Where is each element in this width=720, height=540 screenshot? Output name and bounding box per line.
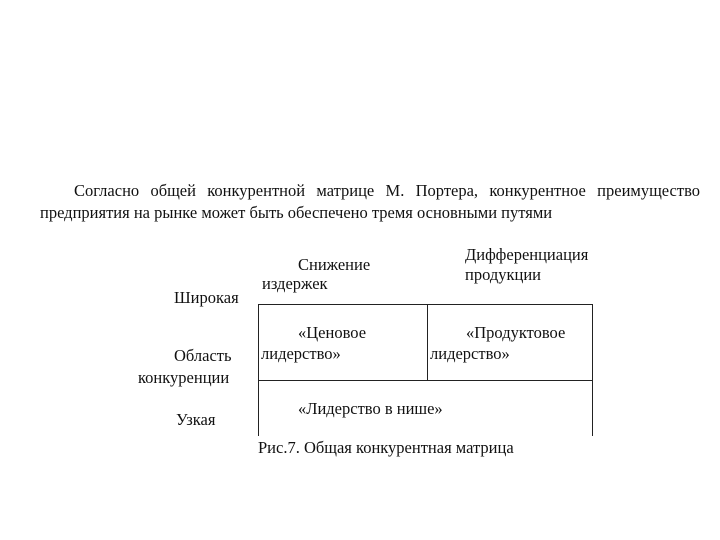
column-header-differentiation-line-2: продукции xyxy=(465,265,542,284)
cell-cost-leadership-line-1: «Ценовое xyxy=(298,323,367,342)
column-header-differentiation-line-1: Дифференциация xyxy=(465,245,589,264)
cell-product-leadership-line-1: «Продуктовое xyxy=(466,323,566,342)
row-header-narrow: Узкая xyxy=(176,410,216,429)
matrix-left-border xyxy=(258,304,259,436)
intro-paragraph-line-2: предприятия на рынке может быть обеспечено тремя основными путями xyxy=(40,203,553,222)
column-header-cost-line-2: издержек xyxy=(262,274,328,293)
cell-product-leadership-line-2: лидерство» xyxy=(430,344,510,363)
cell-cost-leadership-line-2: лидерство» xyxy=(261,344,341,363)
column-header-cost-line-1: Снижение xyxy=(298,255,371,274)
matrix-center-divider xyxy=(427,304,428,380)
matrix-top-border xyxy=(258,304,593,305)
row-header-scope-line-1: Область xyxy=(174,346,232,365)
row-header-scope-line-2: конкуренции xyxy=(138,368,230,387)
matrix-right-border xyxy=(592,304,593,436)
figure-caption: Рис.7. Общая конкурентная матрица xyxy=(258,438,514,457)
intro-paragraph xyxy=(40,180,700,224)
cell-niche-leadership: «Лидерство в нише» xyxy=(298,399,443,418)
matrix-middle-border xyxy=(258,380,593,381)
intro-paragraph-line-1: Согласно общей конкурентной матрице М. Портера, конкурентное преимущество xyxy=(74,181,700,200)
row-header-wide: Широкая xyxy=(174,288,239,307)
